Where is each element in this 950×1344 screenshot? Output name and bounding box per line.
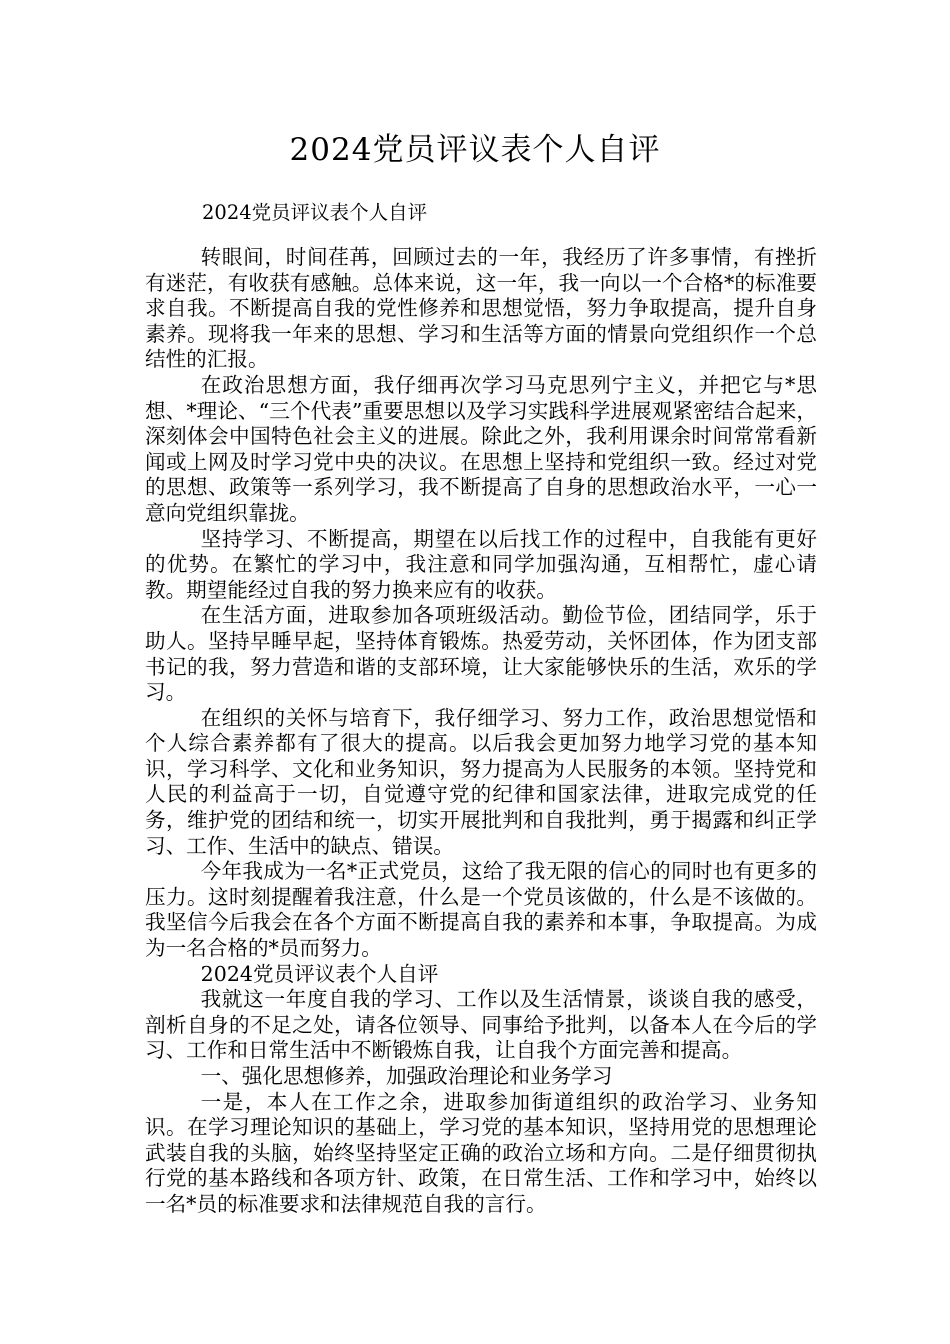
document-body bbox=[145, 245, 817, 1218]
paragraph: 在政治思想方面，我仔细再次学习马克思列宁主义，并把它与*思想、*理论、“三个代表”重要思想以及学习实践科学进展观紧密结合起来，深刻体会中国特色社会主义的进展。除此之外，我利用课余时间常常看新闻或上网及时学习党中央的决议。在思想上坚持和党组织一致。经过对党的思想、政策等一系列学习，我不断提高了自身的思想政治水平，一心一意向党组织靠拢。 bbox=[145, 372, 817, 525]
paragraph: 我就这一年度自我的学习、工作以及生活情景，谈谈自我的感受，剖析自身的不足之处，请各位领导、同事给予批判，以备本人在今后的学习、工作和日常生活中不断锻炼自我，让自我个方面完善和提高。 bbox=[145, 987, 817, 1063]
section-heading: 2024党员评议表个人自评 bbox=[200, 961, 439, 986]
paragraph: 转眼间，时间荏苒，回顾过去的一年，我经历了许多事情，有挫折有迷茫，有收获有感触。总体来说，这一年，我一向以一个合格*的标准要求自我。不断提高自我的党性修养和思想觉悟，努力争取提高，提升自身素养。现将我一年来的思想、学习和生活等方面的情景向党组织作一个总结性的汇报。 bbox=[145, 245, 817, 372]
paragraph: 今年我成为一名*正式党员，这给了我无限的信心的同时也有更多的压力。这时刻提醒着我注意，什么是一个党员该做的，什么是不该做的。我坚信今后我会在各个方面不断提高自我的素养和本事，争取提高。为成为一名合格的*员而努力。 bbox=[145, 859, 817, 961]
document-title: 2024党员评议表个人自评 bbox=[289, 132, 661, 168]
paragraph: 在组织的关怀与培育下，我仔细学习、努力工作，政治思想觉悟和个人综合素养都有了很大的提高。以后我会更加努力地学习党的基本知识，学习科学、文化和业务知识，努力提高为人民服务的本领。坚持党和人民的利益高于一切，自觉遵守党的纪律和国家法律，进取完成党的任务，维护党的团结和统一，切实开展批判和自我批判，勇于揭露和纠正学习、工作、生活中的缺点、错误。 bbox=[145, 705, 817, 858]
document-subtitle: 2024党员评议表个人自评 bbox=[202, 201, 428, 224]
paragraph: 坚持学习、不断提高，期望在以后找工作的过程中，自我能有更好的优势。在繁忙的学习中，我注意和同学加强沟通，互相帮忙，虚心请教。期望能经过自我的努力换来应有的收获。 bbox=[145, 526, 817, 602]
paragraph: 一是，本人在工作之余，进取参加街道组织的政治学习、业务知识。在学习理论知识的基础上，学习党的基本知识，坚持用党的思想理论武装自我的头脑，始终坚持坚定正确的政治立场和方向。二是仔细贯彻执行党的基本路线和各项方针、政策，在日常生活、工作和学习中，始终以一名*员的标准要求和法律规范自我的言行。 bbox=[145, 1089, 817, 1216]
section-heading: 一、强化思想修养，加强政治理论和业务学习 bbox=[200, 1064, 613, 1088]
paragraph: 在生活方面，进取参加各项班级活动。勤俭节俭，团结同学，乐于助人。坚持早睡早起，坚持体育锻炼。热爱劳动，关怀团体，作为团支部书记的我，努力营造和谐的支部环境，让大家能够快乐的生活，欢乐的学习。 bbox=[145, 603, 817, 705]
